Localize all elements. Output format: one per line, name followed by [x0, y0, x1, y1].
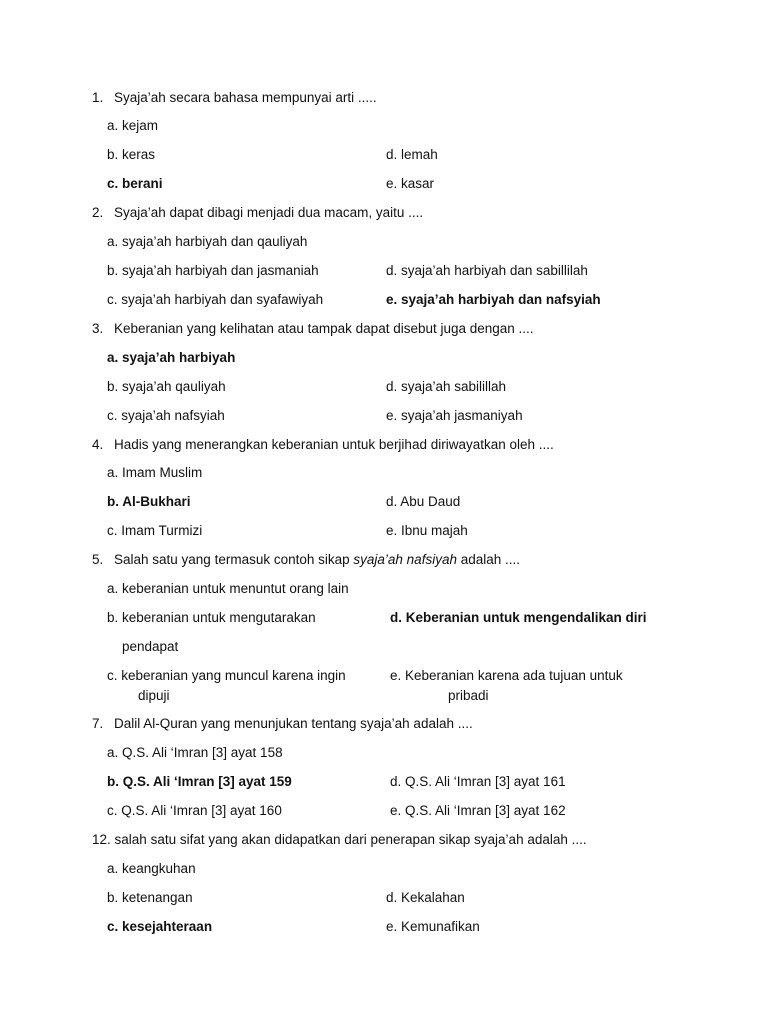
option-a: a. kejam — [107, 118, 159, 133]
question-5 — [92, 551, 520, 569]
option-d: d. Kekalahan — [386, 890, 465, 905]
option-b-answer: b. Q.S. Ali ‘Imran [3] ayat 159 — [107, 774, 292, 789]
option-d: d. Abu Daud — [386, 494, 461, 509]
option-e-continued: pribadi — [448, 688, 489, 703]
option-b-continued: pendapat — [122, 639, 179, 654]
option-c: c. keberanian yang muncul karena ingin — [107, 668, 346, 683]
question-stem: Syaja’ah dapat dibagi menjadi dua macam, yaitu .... — [114, 205, 424, 220]
question-stem: salah satu sifat yang akan didapatkan dari penerapan sikap syaja’ah adalah .... — [114, 832, 587, 847]
question-stem-end: adalah .... — [456, 552, 521, 567]
option-b: b. syaja’ah harbiyah dan jasmaniah — [107, 263, 319, 278]
question-stem: Syaja’ah secara bahasa mempunyai arti ..... — [114, 90, 377, 105]
option-d: d. syaja’ah harbiyah dan sabillilah — [386, 263, 588, 278]
option-c-answer: c. kesejahteraan — [107, 919, 213, 934]
question-3 — [92, 320, 534, 338]
option-c: c. Q.S. Ali ‘Imran [3] ayat 160 — [107, 803, 282, 818]
option-a: a. Q.S. Ali ‘Imran [3] ayat 158 — [107, 745, 283, 760]
option-b: b. syaja’ah qauliyah — [107, 379, 226, 394]
option-a-answer: a. syaja’ah harbiyah — [107, 350, 236, 365]
option-a: a. keangkuhan — [107, 861, 196, 876]
question-number: 12. — [92, 832, 111, 847]
option-a: a. keberanian untuk menuntut orang lain — [107, 581, 349, 596]
option-c-answer: c. berani — [107, 176, 163, 191]
question-number: 1. — [92, 90, 104, 105]
option-e: e. syaja’ah jasmaniyah — [386, 408, 523, 423]
option-d: d. lemah — [386, 147, 438, 162]
question-12 — [92, 831, 587, 849]
option-b: b. ketenangan — [107, 890, 193, 905]
question-stem: Keberanian yang kelihatan atau tampak dapat disebut juga dengan .... — [114, 321, 534, 336]
question-number: 5. — [92, 552, 104, 567]
option-b: b. keberanian untuk mengutarakan — [107, 610, 316, 625]
option-e: e. Ibnu majah — [386, 523, 468, 538]
option-e: e. Keberanian karena ada tujuan untuk — [390, 668, 623, 683]
option-c-continued: dipuji — [138, 688, 170, 703]
option-d: d. syaja’ah sabilillah — [386, 379, 507, 394]
question-2 — [92, 204, 423, 222]
option-e: e. Q.S. Ali ‘Imran [3] ayat 162 — [390, 803, 566, 818]
option-d: d. Q.S. Ali ‘Imran [3] ayat 161 — [390, 774, 566, 789]
option-c: c. syaja’ah nafsyiah — [107, 408, 225, 423]
option-e: e. kasar — [386, 176, 435, 191]
question-stem-italic: syaja’ah nafsiyah — [353, 552, 457, 567]
option-a: a. syaja’ah harbiyah dan qauliyah — [107, 234, 308, 249]
option-b: b. keras — [107, 147, 156, 162]
option-a: a. Imam Muslim — [107, 465, 203, 480]
option-b-answer: b. Al-Bukhari — [107, 494, 191, 509]
question-stem: Dalil Al-Quran yang menunjukan tentang syaja’ah adalah .... — [114, 716, 473, 731]
question-4 — [92, 436, 554, 454]
question-number: 7. — [92, 716, 104, 731]
option-c: c. syaja’ah harbiyah dan syafawiyah — [107, 292, 324, 307]
question-number: 2. — [92, 205, 104, 220]
option-d-answer: d. Keberanian untuk mengendalikan diri — [390, 610, 647, 625]
question-7 — [92, 715, 473, 733]
question-stem: Salah satu yang termasuk contoh sikap — [114, 552, 354, 567]
option-e-answer: e. syaja’ah harbiyah dan nafsyiah — [386, 292, 601, 307]
option-e: e. Kemunafikan — [386, 919, 480, 934]
question-number: 4. — [92, 437, 104, 452]
option-c: c. Imam Turmizi — [107, 523, 203, 538]
question-number: 3. — [92, 321, 104, 336]
question-stem: Hadis yang menerangkan keberanian untuk berjihad diriwayatkan oleh .... — [114, 437, 554, 452]
question-1 — [92, 89, 377, 107]
